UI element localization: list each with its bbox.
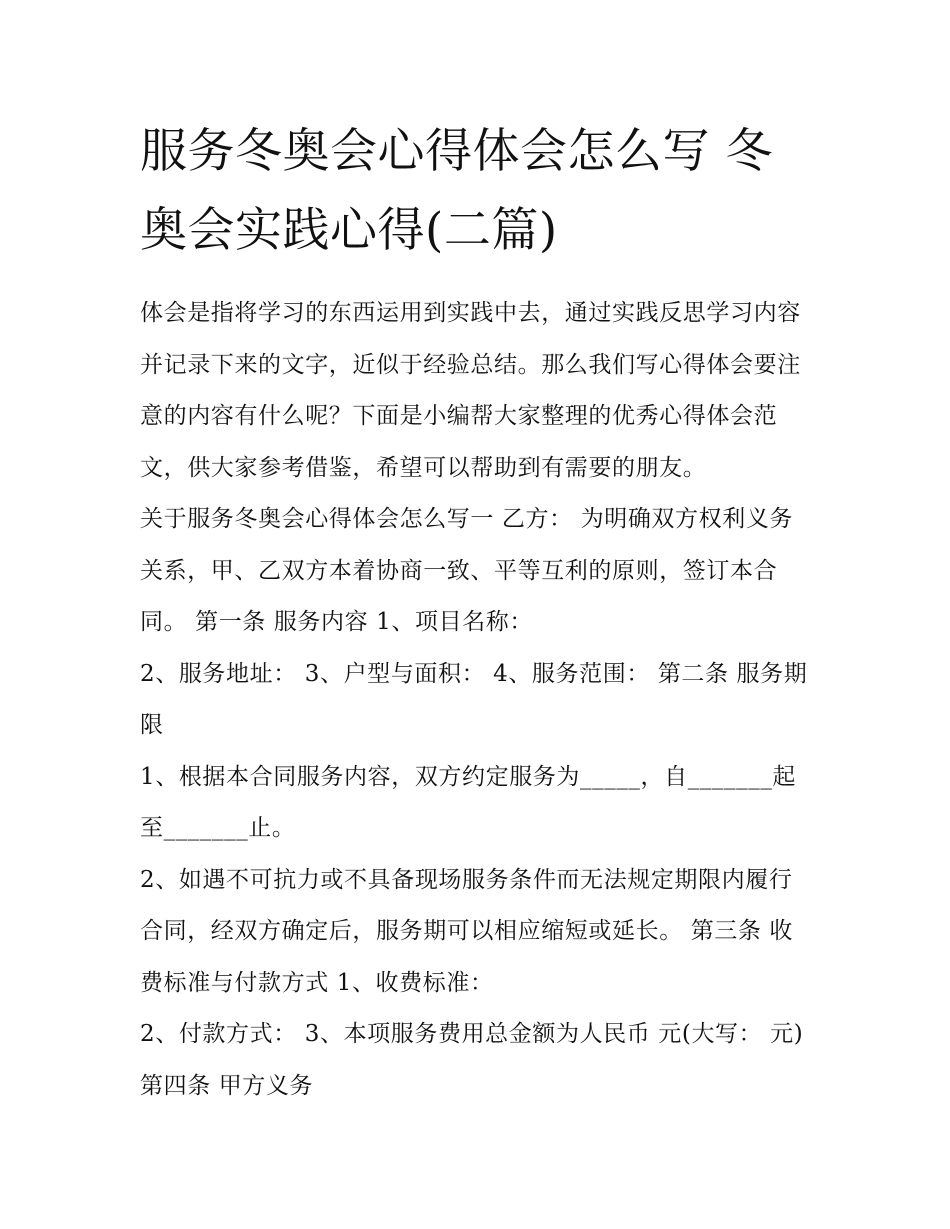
paragraph-contract-intro: 关于服务冬奥会心得体会怎么写一 乙方： 为明确双方权利义务关系，甲、乙双方本着协商一致、平等互利的原则，签订本合同。 第一条 服务内容 1、项目名称： (140, 506, 794, 635)
paragraph-service-details: 2、服务地址： 3、户型与面积： 4、服务范围： 第二条 服务期限 (140, 660, 808, 738)
paragraph-force-majeure: 2、如遇不可抗力或不具备现场服务条件而无法规定期限内履行合同，经双方确定后，服务期可以相应缩短或延长。 第三条 收费标准与付款方式 1、收费标准： (140, 866, 794, 996)
paragraph-intro: 体会是指将学习的东西运用到实践中去，通过实践反思学习内容并记录下来的文字，近似于经验总结。那么我们写心得体会要注意的内容有什么呢？下面是小编帮大家整理的优秀心得体会范文，供大家参考借鉴，希望可以帮助到有需要的朋友。 (140, 300, 801, 481)
paragraph-payment: 2、付款方式： 3、本项服务费用总金额为人民币 元(大写： 元) 第四条 甲方义务 (140, 1021, 812, 1099)
document-title: 服务冬奥会心得体会怎么写 冬奥会实践心得(二篇) (140, 124, 773, 258)
paragraph-service-period: 1、根据本合同服务内容，双方约定服务为_____，自_______起至_______止。 (140, 763, 797, 841)
